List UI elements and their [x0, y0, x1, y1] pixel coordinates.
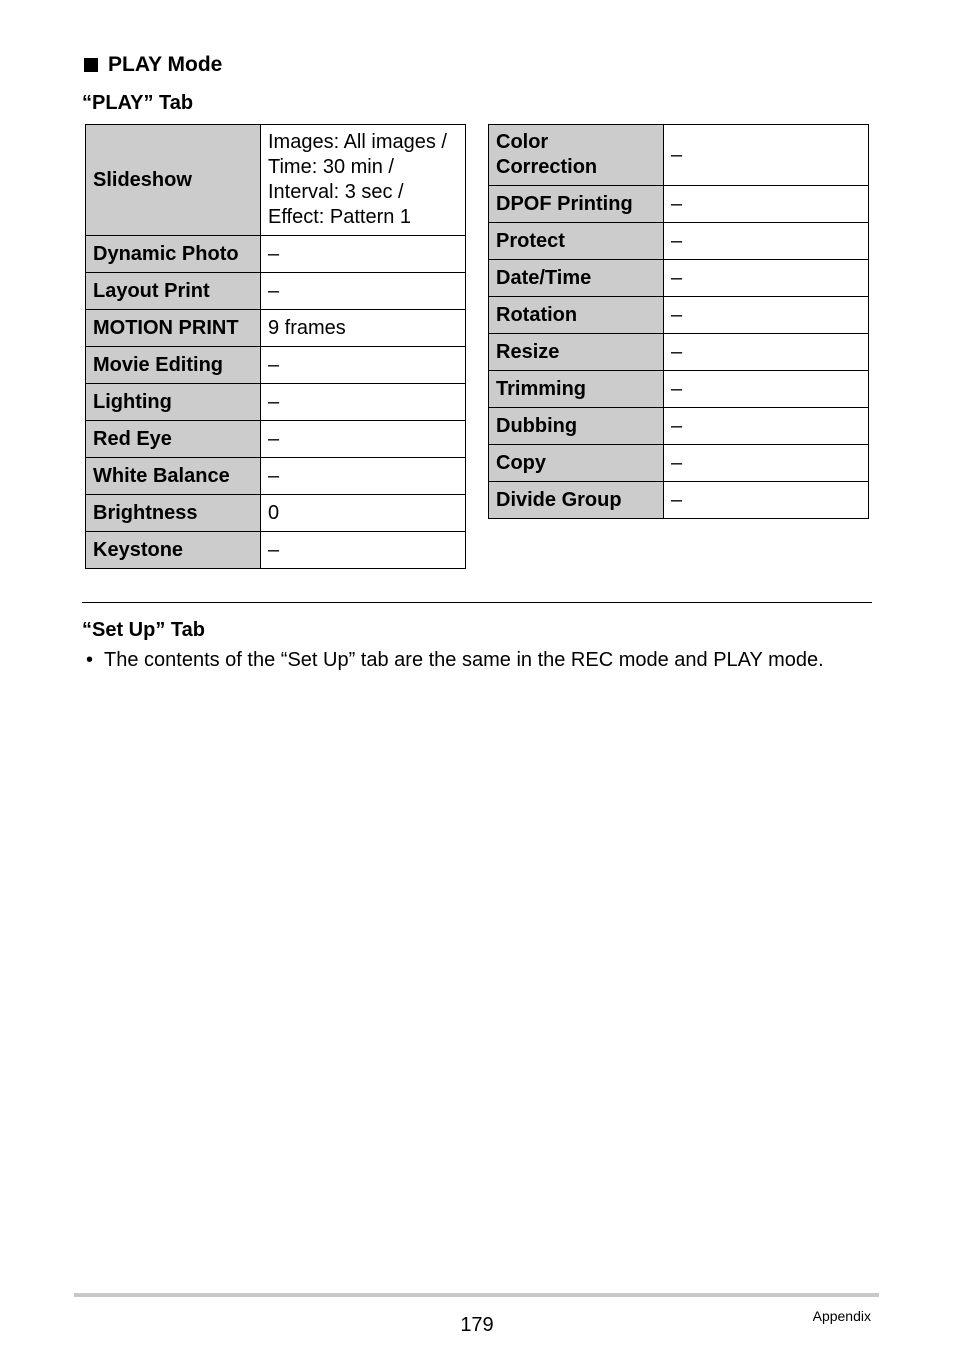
setting-value: Images: All images / Time: 30 min / Interval: 3 sec / Effect: Pattern 1: [261, 125, 466, 236]
setting-value: –: [664, 334, 869, 371]
table-row: [489, 371, 869, 408]
table-row: [86, 347, 466, 384]
setting-value: –: [664, 371, 869, 408]
setting-value: –: [261, 384, 466, 421]
table-row: [86, 310, 466, 347]
setting-value: –: [261, 273, 466, 310]
setting-value: –: [664, 223, 869, 260]
setting-value: –: [664, 186, 869, 223]
setting-label: Divide Group: [489, 482, 664, 519]
setting-label: Resize: [489, 334, 664, 371]
setting-value: –: [664, 445, 869, 482]
setting-value: –: [261, 532, 466, 569]
square-bullet-icon: [84, 58, 98, 72]
setting-value: –: [261, 236, 466, 273]
setting-label: Date/Time: [489, 260, 664, 297]
setting-label: Slideshow: [86, 125, 261, 236]
table-row: [86, 458, 466, 495]
table-row: [489, 186, 869, 223]
table-row: [489, 482, 869, 519]
setting-label: Brightness: [86, 495, 261, 532]
table-row: [86, 236, 466, 273]
table-row: [489, 445, 869, 482]
table-row: [86, 421, 466, 458]
table-row: [489, 408, 869, 445]
bullet-icon: •: [86, 649, 94, 671]
setting-label: Trimming: [489, 371, 664, 408]
setting-label: Layout Print: [86, 273, 261, 310]
setting-value: –: [664, 297, 869, 334]
table-row: [489, 223, 869, 260]
setting-label: White Balance: [86, 458, 261, 495]
setting-label: Red Eye: [86, 421, 261, 458]
play-tab-title: “PLAY” Tab: [82, 92, 194, 114]
play-tab-left-table: [85, 124, 466, 569]
table-row: [86, 532, 466, 569]
footer-section-label: Appendix: [812, 1308, 871, 1324]
setting-label: Lighting: [86, 384, 261, 421]
setting-label: Movie Editing: [86, 347, 261, 384]
setting-label: Protect: [489, 223, 664, 260]
setting-value: –: [664, 125, 869, 186]
section-title: [84, 53, 222, 77]
setup-tab-title: “Set Up” Tab: [82, 619, 205, 641]
table-row: [86, 384, 466, 421]
setting-value: –: [261, 347, 466, 384]
section-title-text: PLAY Mode: [108, 53, 223, 76]
setting-value: –: [664, 260, 869, 297]
setting-value: 9 frames: [261, 310, 466, 347]
setup-tab-note: [86, 649, 824, 672]
setting-label: Color Correction: [489, 125, 664, 186]
setting-label: MOTION PRINT: [86, 310, 261, 347]
setup-tab-note-text: The contents of the “Set Up” tab are the same in the REC mode and PLAY mode.: [104, 649, 824, 671]
setting-value: –: [664, 482, 869, 519]
setting-value: 0: [261, 495, 466, 532]
footer-rule: [74, 1293, 879, 1297]
setting-value: –: [664, 408, 869, 445]
section-divider: [82, 602, 872, 603]
setting-label: DPOF Printing: [489, 186, 664, 223]
play-tab-right-table: [488, 124, 869, 519]
setting-label: Rotation: [489, 297, 664, 334]
table-row: [489, 260, 869, 297]
setting-label: Keystone: [86, 532, 261, 569]
table-row: [86, 273, 466, 310]
table-row: [86, 125, 466, 236]
setting-label: Dynamic Photo: [86, 236, 261, 273]
setting-value: –: [261, 421, 466, 458]
table-row: [489, 334, 869, 371]
setting-label: Dubbing: [489, 408, 664, 445]
table-row: [489, 125, 869, 186]
table-row: [489, 297, 869, 334]
setting-value: –: [261, 458, 466, 495]
setting-label: Copy: [489, 445, 664, 482]
table-row: [86, 495, 466, 532]
page-number: 179: [460, 1314, 494, 1336]
